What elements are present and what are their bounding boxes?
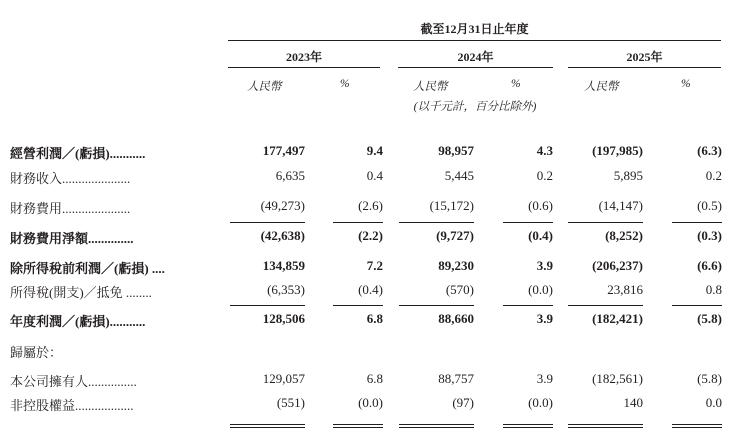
- year-2024: 2024年: [457, 50, 494, 64]
- col-percent-2023: %: [340, 78, 350, 90]
- table-cell: 23,816: [607, 282, 643, 297]
- table-cell: (0.6): [528, 198, 553, 213]
- subtotal-rule: [568, 222, 643, 223]
- subtotal-rule: [672, 305, 722, 306]
- table-cell: (42,638): [260, 228, 305, 243]
- subtotal-rule: [568, 305, 643, 306]
- table-cell: (9,727): [436, 228, 474, 243]
- table-cell: 9.4: [366, 143, 383, 158]
- row-label: 年度利潤／(虧損)...........: [10, 314, 146, 329]
- subtotal-rule: [230, 222, 305, 223]
- double-rule: [333, 424, 383, 428]
- row-label: 財務費用.....................: [10, 201, 131, 216]
- table-cell: (2.2): [358, 228, 383, 243]
- table-cell: 98,957: [438, 143, 474, 158]
- row-label: 本公司擁有人...............: [10, 374, 137, 389]
- year-2025: 2025年: [626, 50, 663, 64]
- table-cell: (182,421): [592, 311, 643, 326]
- table-cell: 0.4: [366, 168, 383, 183]
- table-cell: 177,497: [262, 143, 305, 158]
- subtotal-rule: [399, 222, 474, 223]
- year-rule-2025: [568, 67, 721, 68]
- double-rule: [230, 424, 305, 428]
- table-cell: 0.2: [536, 168, 553, 183]
- year-2023: 2023年: [285, 50, 322, 64]
- table-cell: 0.8: [705, 282, 722, 297]
- table-cell: 4.3: [536, 143, 553, 158]
- table-cell: 3.9: [536, 258, 553, 273]
- subtotal-rule: [503, 222, 553, 223]
- row-label: 除所得稅前利潤／(虧損) ....: [10, 261, 165, 276]
- table-cell: 6.8: [366, 371, 383, 386]
- subtotal-rule: [399, 305, 474, 306]
- row-label: 所得稅(開支)／抵免 ........: [10, 285, 152, 300]
- period-title: 截至12月31日止年度: [420, 22, 529, 36]
- col-percent-2025: %: [681, 78, 691, 90]
- row-label: 財務費用淨額..............: [10, 231, 134, 246]
- table-cell: (6.6): [697, 258, 722, 273]
- subtotal-rule: [333, 222, 383, 223]
- table-cell: 88,757: [438, 371, 474, 386]
- table-cell: 3.9: [536, 371, 553, 386]
- table-cell: (570): [445, 282, 474, 297]
- subtotal-rule: [333, 305, 383, 306]
- table-cell: (8,252): [605, 228, 643, 243]
- col-percent-2024: %: [511, 78, 521, 90]
- table-cell: (15,172): [429, 198, 474, 213]
- table-cell: 140: [623, 395, 643, 410]
- table-cell: (0.0): [528, 282, 553, 297]
- table-cell: 129,057: [262, 371, 305, 386]
- table-cell: 0.2: [705, 168, 722, 183]
- table-cell: (0.0): [358, 395, 383, 410]
- table-cell: (14,147): [598, 198, 643, 213]
- col-currency-2025: 人民幣: [584, 81, 619, 93]
- table-cell: (0.4): [528, 228, 553, 243]
- table-cell: 6,635: [275, 168, 305, 183]
- double-rule: [672, 424, 722, 428]
- table-cell: (0.4): [358, 282, 383, 297]
- table-cell: 7.2: [366, 258, 383, 273]
- row-label: 經營利潤／(虧損)...........: [10, 146, 146, 161]
- col-currency-2023: 人民幣: [247, 81, 282, 93]
- table-cell: (0.3): [697, 228, 722, 243]
- table-cell: 5,445: [444, 168, 474, 183]
- table-cell: (49,273): [260, 198, 305, 213]
- double-rule: [399, 424, 474, 428]
- table-cell: (0.0): [528, 395, 553, 410]
- col-currency-2024: 人民幣: [413, 81, 448, 93]
- year-rule-2024: [398, 67, 553, 68]
- table-cell: 134,859: [262, 258, 305, 273]
- table-cell: 0.0: [705, 395, 722, 410]
- table-cell: (197,985): [592, 143, 643, 158]
- table-cell: 89,230: [438, 258, 474, 273]
- table-cell: (5.8): [697, 371, 722, 386]
- header-rule: [228, 40, 721, 41]
- subtotal-rule: [230, 305, 305, 306]
- table-cell: (6,353): [267, 282, 305, 297]
- row-label: 歸屬於：: [10, 345, 63, 360]
- table-cell: (5.8): [697, 311, 722, 326]
- row-label: 非控股權益..................: [10, 398, 134, 413]
- table-cell: 128,506: [262, 311, 305, 326]
- table-cell: (97): [452, 395, 474, 410]
- table-cell: (206,237): [592, 258, 643, 273]
- subtotal-rule: [503, 305, 553, 306]
- table-cell: (2.6): [358, 198, 383, 213]
- subtotal-rule: [672, 222, 722, 223]
- row-label: 財務收入.....................: [10, 171, 131, 186]
- table-cell: 88,660: [438, 311, 474, 326]
- double-rule: [503, 424, 553, 428]
- table-cell: (0.5): [697, 198, 722, 213]
- table-cell: 3.9: [536, 311, 553, 326]
- year-rule-2023: [228, 67, 380, 68]
- table-cell: (182,561): [592, 371, 643, 386]
- table-cell: 6.8: [366, 311, 383, 326]
- double-rule: [568, 424, 643, 428]
- table-cell: 5,895: [613, 168, 643, 183]
- unit-note: (以千元計，百分比除外): [413, 101, 537, 113]
- table-cell: (6.3): [697, 143, 722, 158]
- table-cell: (551): [276, 395, 305, 410]
